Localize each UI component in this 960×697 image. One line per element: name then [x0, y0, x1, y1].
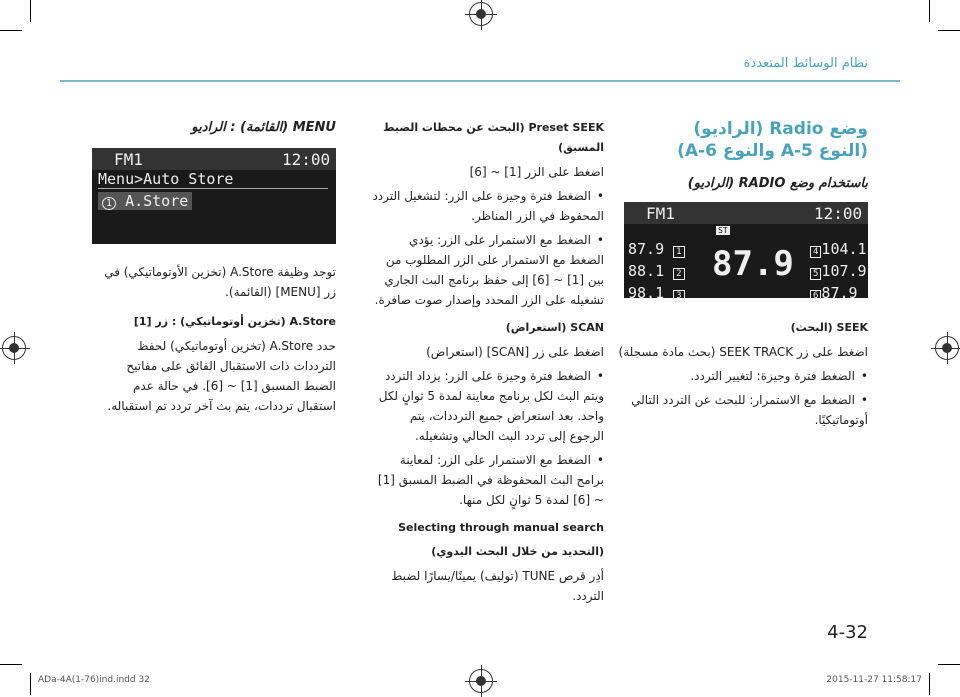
crop-mark: [938, 664, 960, 665]
preset-list-left: [628, 240, 685, 306]
preset-number: 4: [810, 246, 821, 258]
bullet-item: • الضغط فترة وجيزة على الزر: يزداد التردد ويتم البث لكل برنامج معاينة لمدة 5 ثوانٍ لكل واحد. بعد استعراض جميع الترددات، يتم الرجوع إلى تردد البث الحالي وتشغيله.: [372, 366, 604, 446]
manual-search-title: Selecting through manual search: [398, 521, 604, 534]
registration-mark: [2, 336, 26, 360]
preset-freq: 88.1: [628, 262, 665, 280]
preset-number: 6: [810, 290, 821, 302]
menu-path: Menu>Auto Store: [98, 170, 328, 189]
preset-freq: 104.1: [821, 240, 867, 258]
bullet-item: • الضغط فترة وجيزة على الزر: لتشغيل التردد المحفوظ في الزر المناظر.: [372, 186, 604, 226]
bullet-item: • الضغط مع الاستمرار على الزر: يؤدي الضغط مع الاستمرار على الزر المطلوب من بين [1] ~ [6] إلى حفظ برنامج البث الجاري تشغيله على الزر المحدد وإصدار صوت صافرة.: [372, 230, 604, 310]
crop-mark: [30, 673, 31, 695]
preset-number: 1: [673, 246, 684, 258]
section-heading-sub: (النوع 5-A والنوع 6-A): [677, 141, 868, 161]
registration-mark: [469, 2, 493, 26]
preset-freq: 87.9: [821, 284, 858, 302]
seek-text: اضغط على زر SEEK TRACK (بحث مادة مسجلة): [618, 345, 868, 359]
preset-number: 2: [673, 268, 684, 280]
stereo-indicator: ST: [718, 226, 728, 235]
preset-number: 3: [673, 290, 684, 302]
bullet-item: • الضغط مع الاستمرار على الزر: لمعاينة برامج البث المحفوظة في الضبط المسبق [1] ~ [6] لمدة 5 ثوانٍ لكل منها.: [372, 450, 604, 510]
paragraph: حدد A.Store (تخزين أوتوماتيكي) لحفظ الترددات ذات الاستقبال الفائق على مفاتيح الضبط المسبق [1] ~ [6]. في حالة عدم استقبال ترددات، يتم بث آخر تردد تم استقباله.: [107, 339, 336, 413]
menu-display: [92, 148, 336, 244]
preset-freq: 98.1: [628, 284, 665, 302]
crop-mark: [0, 664, 22, 665]
header-divider: [60, 80, 900, 82]
registration-mark: [469, 669, 493, 693]
menu-heading: MENU (القائمة) : الراديو: [191, 120, 336, 135]
manual-search-subtitle: (التحديد من خلال البحث اليدوي): [431, 545, 604, 558]
option-number: 1: [102, 197, 116, 210]
section-heading: وضع Radio (الراديو): [693, 119, 868, 139]
scan-text: اضغط على زر [SCAN] (استعراض): [426, 345, 604, 359]
registration-mark: [935, 336, 959, 360]
header-title: نظام الوسائط المتعددة: [743, 56, 868, 71]
manual-search-text: أدِر قرص TUNE (توليف) يمينًا/يسارًا لضبط التردد.: [391, 569, 604, 603]
seek-title: SEEK (البحث): [790, 321, 868, 334]
footer-file: ADa-4A(1-76)ind.indd 32: [38, 675, 150, 685]
clock: 12:00: [814, 204, 863, 223]
crop-mark: [30, 0, 31, 22]
middle-column: [372, 118, 604, 610]
preset-freq: 87.9: [628, 240, 665, 258]
crop-mark: [0, 30, 22, 31]
crop-mark: [929, 0, 930, 22]
left-column-text: [92, 262, 336, 420]
astore-title: A.Store (تخزين أوتوماتيكي) : زر [1]: [133, 315, 336, 328]
option-label: A.Store: [125, 192, 189, 210]
preset-number: 5: [810, 268, 821, 280]
preset-list-right: [810, 240, 867, 306]
bullet-item: • الضغط مع الاستمرار: للبحث عن التردد التالي أوتوماتيكيًا.: [618, 390, 868, 430]
radio-display: [624, 202, 868, 302]
band-label: FM1: [114, 150, 143, 169]
menu-option-astore: [98, 192, 192, 210]
bullet-item: • الضغط فترة وجيزة: لتغيير التردد.: [618, 366, 868, 386]
right-column: [618, 118, 868, 191]
page-number: 4-32: [827, 622, 868, 643]
footer-timestamp: 2015-11-27 11:58:17: [826, 675, 922, 685]
current-frequency: 87.9: [712, 244, 794, 284]
crop-mark: [929, 673, 930, 695]
band-label: FM1: [646, 204, 675, 223]
subsection-heading: باستخدام وضع RADIO (الراديو): [687, 176, 868, 191]
seek-section: [618, 318, 868, 434]
paragraph: توجد وظيفة A.Store (تخزين الأوتوماتيكي) في زر [MENU] (القائمة).: [104, 265, 336, 299]
crop-mark: [938, 30, 960, 31]
preset-seek-text: اضغط على الزر [1] ~ [6]: [469, 165, 604, 179]
preset-seek-title: Preset SEEK (البحث عن محطات الضبط المسبق): [383, 121, 604, 154]
scan-title: SCAN (استعراض): [505, 321, 604, 334]
clock: 12:00: [282, 150, 331, 169]
preset-freq: 107.9: [821, 262, 867, 280]
